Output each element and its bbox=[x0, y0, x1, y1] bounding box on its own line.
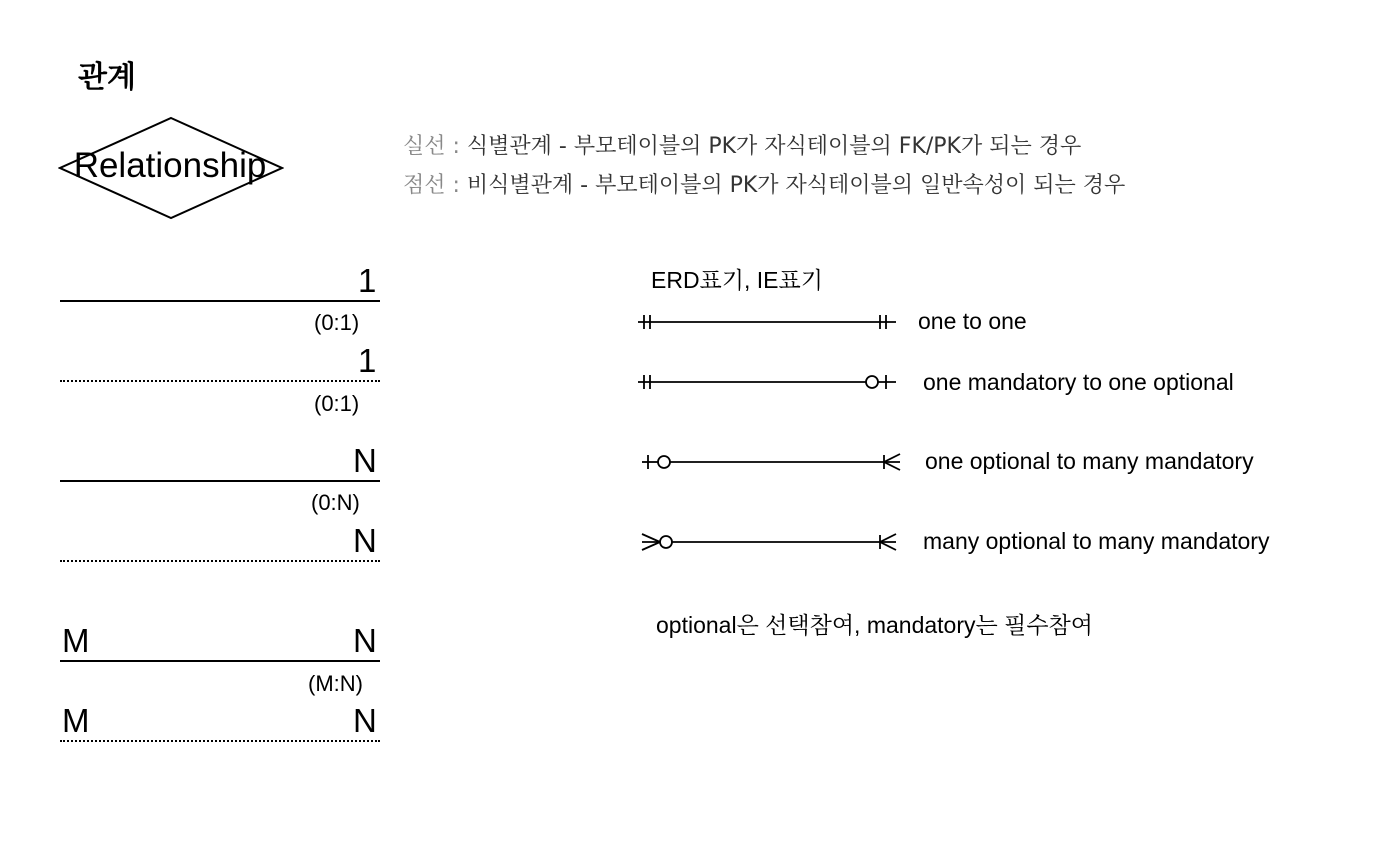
solid-line-note bbox=[403, 129, 1081, 160]
solid-line-one bbox=[60, 300, 380, 302]
ie-line-one-to-one bbox=[638, 315, 896, 329]
mn-solid-right: N bbox=[353, 622, 377, 659]
dotted-line-many bbox=[60, 560, 380, 562]
ie-label-one-to-one: one to one bbox=[918, 308, 1027, 334]
dotted-line-one bbox=[60, 380, 380, 382]
mn-solid-left: M bbox=[62, 622, 90, 659]
ie-line-one-optional-to-many-mandatory bbox=[642, 454, 900, 470]
footnote: optional은 선택참여, mandatory는 필수참여 bbox=[656, 612, 1093, 638]
solid-line-note-key: 실선 : bbox=[403, 134, 467, 159]
ie-line-many-optional-to-many-mandatory bbox=[642, 534, 896, 550]
ie-line-one-mandatory-to-one-optional bbox=[638, 375, 896, 389]
dotted-line-note-key: 점선 : bbox=[403, 173, 467, 198]
mn-dotted-right: N bbox=[353, 702, 377, 739]
ie-label-one-optional-to-many-mandatory: one optional to many mandatory bbox=[925, 448, 1254, 474]
one-ratio-a: (0:1) bbox=[314, 310, 360, 335]
solid-line-note-text: 식별관계 - 부모테이블의 PK가 자식테이블의 FK/PK가 되는 경우 bbox=[466, 134, 1082, 159]
relationship-label: Relationship bbox=[73, 146, 267, 185]
page-title: 관계 bbox=[78, 60, 136, 95]
ie-notation-lines bbox=[630, 300, 920, 560]
solid-line-many bbox=[60, 480, 380, 482]
mn-dotted-left: M bbox=[62, 702, 90, 739]
solid-line-mn bbox=[60, 660, 380, 662]
ie-label-one-mandatory-to-one-optional: one mandatory to one optional bbox=[923, 369, 1234, 395]
many-ratio: (0:N) bbox=[311, 490, 360, 515]
ie-label-many-optional-to-many-mandatory: many optional to many mandatory bbox=[923, 528, 1270, 554]
dotted-line-note bbox=[403, 168, 1125, 199]
one-ratio-b: (0:1) bbox=[314, 391, 360, 416]
ie-notation-header: ERD표기, IE표기 bbox=[651, 267, 823, 293]
one-dotted-label: 1 bbox=[358, 342, 377, 379]
many-dotted-label: N bbox=[353, 522, 377, 559]
many-solid-label: N bbox=[353, 442, 377, 479]
one-solid-label: 1 bbox=[358, 262, 377, 299]
dotted-line-note-text: 비식별관계 - 부모테이블의 PK가 자식테이블의 일반속성이 되는 경우 bbox=[466, 173, 1126, 198]
dotted-line-mn bbox=[60, 740, 380, 742]
mn-ratio: (M:N) bbox=[308, 671, 363, 696]
